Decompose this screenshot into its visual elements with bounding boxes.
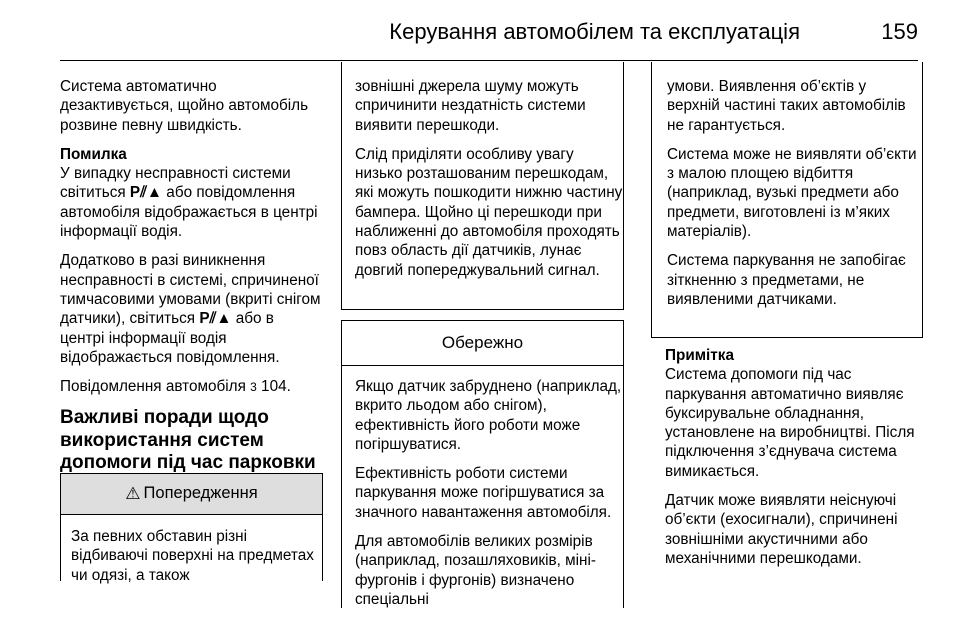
- caution-box-continued: [651, 62, 923, 338]
- parking-assist-symbol-icon: P⫽▲: [199, 310, 232, 328]
- error-text-a: У випадку несправності системи світиться: [60, 165, 291, 202]
- caution-large-vehicles-text: Для автомобілів великих розмірів (наприклад, позашляховиків, міні-фургонів і фургонів) визначено спеціальні: [355, 533, 596, 608]
- header-divider: [60, 60, 918, 61]
- caution-continued-text: умови. Виявлення об’єктів у верхній частині таких автомобілів не гарантується.: [667, 78, 906, 134]
- vehicle-messages-page: 104.: [256, 378, 291, 396]
- page-reference-icon: 3: [250, 380, 257, 395]
- note-phantom-objects-text: Датчик може виявляти неіснуючі об’єкти (ехосигнали), спричинені зовнішніми акустичними або механічними перешкодами.: [665, 492, 898, 567]
- column-3-note: [665, 346, 923, 578]
- column-1: [60, 77, 322, 481]
- page-number: 159: [881, 19, 918, 44]
- temporary-fault-text-b: або в центрі інформації водія відображається повідомлення.: [60, 310, 280, 366]
- caution-heavy-load-text: Ефективність роботи системи паркування може погіршуватися за значного навантаження автомобіля.: [355, 465, 612, 521]
- warning-continued-text: зовнішні джерела шуму можуть спричинити нездатність системи виявити перешкоди.: [355, 78, 586, 134]
- caution-box-header: [342, 320, 623, 366]
- page-header-title: Керування автомобілем та експлуатація: [389, 19, 800, 44]
- caution-no-prevention-text: Система паркування не запобігає зіткненню з предметами, не виявленими датчиками.: [667, 252, 906, 308]
- paragraph-temporary-fault: [60, 251, 322, 367]
- note-heading: Примітка: [665, 347, 734, 364]
- low-obstacles-text: Слід приділяти особливу увагу низько розташованим перешкодам, які можуть пошкодити нижню частину бампера. Щойно ці перешкоди при наближенні до автомобіля проходять повз область дії датчиків, лунає довгий попереджувальний сигнал.: [355, 145, 623, 279]
- caution-dirty-sensor-text: Якщо датчик забруднено (наприклад, вкрито льодом або снігом), ефективність його роботи може погіршуватися.: [355, 378, 622, 453]
- caution-small-objects-text: Система може не виявляти об’єкти з малою площею відбиття (наприклад, вузькі предмети або предмети, виготовлені із м’яких матеріалів).: [667, 145, 917, 241]
- warning-box: [60, 473, 323, 584]
- error-section: [60, 145, 322, 241]
- paragraph-vehicle-messages: [60, 377, 322, 397]
- warning-box-continued: [341, 62, 624, 310]
- note-towing-text: Система допомоги під час паркування автоматично виявляє буксирувальне обладнання, установлене на виробництві. Після підключення з’єднувача система вимикається.: [665, 366, 915, 480]
- warning-box-text: За певних обставин різні відбиваючі поверхні на предметах чи одязі, а також: [71, 528, 314, 584]
- parking-assist-symbol-icon: P⫽▲: [129, 184, 163, 202]
- note-section: [665, 346, 923, 481]
- caution-box-title: Обережно: [441, 333, 524, 353]
- temporary-fault-text-a: Додатково в разі виникнення несправності в системі, спричиненої тимчасовими умовами (вкриті снігом датчики), світиться: [60, 252, 321, 328]
- vehicle-messages-text: Повідомлення автомобіля: [60, 378, 251, 396]
- caution-box: [341, 320, 624, 608]
- warning-box-title: Попередження: [143, 484, 258, 503]
- error-text-b: або повідомлення автомобіля відображається в центрі інформації водія.: [60, 184, 318, 241]
- error-heading: Помилка: [60, 145, 127, 163]
- section-heading: Важливі поради щодо використання систем допомоги під час парковки: [60, 407, 316, 474]
- paragraph-auto-deactivation: Система автоматично дезактивується, щойно автомобіль розвине певну швидкість.: [60, 78, 309, 134]
- warning-triangle-icon: ⚠: [125, 484, 141, 504]
- warning-box-header: [61, 473, 322, 515]
